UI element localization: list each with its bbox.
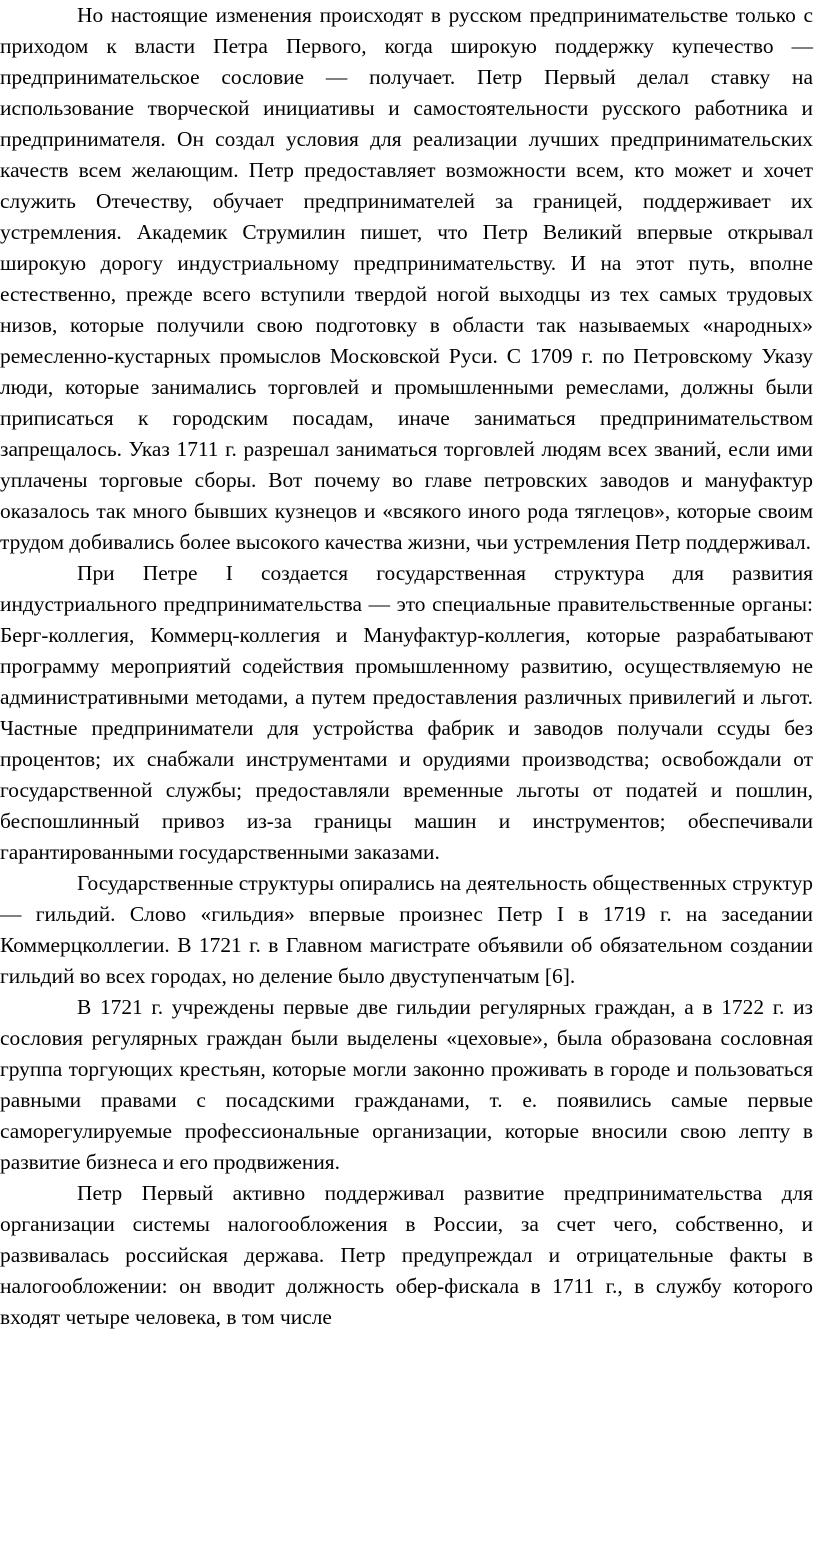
- paragraph-guilds: Государственные структуры опирались на деятельность общественных структур — гильдий. Слово «гильдия» впервые произнес Петр I в 1719 г. на заседании Коммерцколлегии. В 1721 г. в Главном магистрате объявили об обязательном создании гильдий во всех городах, но деление было двуступенчатым [6].: [0, 871, 813, 988]
- paragraph-peter-reforms: Но настоящие изменения происходят в русском предпринимательстве только с приходом к власти Петра Первого, когда широкую поддержку купечество — предпринимательское сословие — получает. Петр Первый делал ставку на использование творческой инициативы и самостоятельности русского работника и предпринимателя. Он создал условия для реализации лучших предпринимательских качеств всем желающим. Петр предоставляет возможности всем, кто может и хочет служить Отечеству, обучает предпринимателей за границей, поддерживает их устремления. Академик Струмилин пишет, что Петр Великий впервые открывал широкую дорогу индустриальному предпринимательству. И на этот путь, вполне естественно, прежде всего вступили твердой ногой выходцы из тех самых трудовых низов, которые получили свою подготовку в области так называемых «народных» ремесленно-кустарных промыслов Московской Руси. С 1709 г. по Петровскому Указу люди, которые занимались торговлей и промышленными ремеслами, должны были приписаться к городским посадам, иначе заниматься предпринимательством запрещалось. Указ 1711 г. разрешал заниматься торговлей людям всех званий, если ими уплачены торговые сборы. Вот почему во главе петровских заводов и мануфактур оказалось так много бывших кузнецов и «всякого иного рода тяглецов», которые своим трудом добивались более высокого качества жизни, чьи устремления Петр поддерживал.: [0, 3, 813, 554]
- paragraph-regular-citizens: В 1721 г. учреждены первые две гильдии регулярных граждан, а в 1722 г. из сословия регулярных граждан были выделены «цеховые», была образована сословная группа торгующих крестьян, которые могли законно проживать в городе и пользоваться равными правами с посадскими гражданами, т. е. появились самые первые саморегулируемые профессиональные организации, которые вносили свою лепту в развитие бизнеса и его продвижения.: [0, 995, 813, 1174]
- paragraph-state-structure: При Петре I создается государственная структура для развития индустриального предпринимательства — это специальные правительственные органы: Берг-коллегия, Коммерц-коллегия и Мануфактур-коллегия, которые разрабатывают программу мероприятий содействия промышленному развитию, осуществляемую не административными методами, а путем предоставления различных привилегий и льгот. Частные предприниматели для устройства фабрик и заводов получали ссуды без процентов; их снабжали инструментами и орудиями производства; освобождали от государственной службы; предоставляли временные льготы от податей и пошлин, беспошлинный привоз из-за границы машин и инструментов; обеспечивали гарантированными государственными заказами.: [0, 561, 813, 864]
- paragraph-taxation: Петр Первый активно поддерживал развитие предпринимательства для организации системы налогообложения в России, за счет чего, собственно, и развивалась российская держава. Петр предупреждал и отрицательные факты в налогообложении: он вводит должность обер-фискала в 1711 г., в службу которого входят четыре человека, в том числе: [0, 1181, 813, 1329]
